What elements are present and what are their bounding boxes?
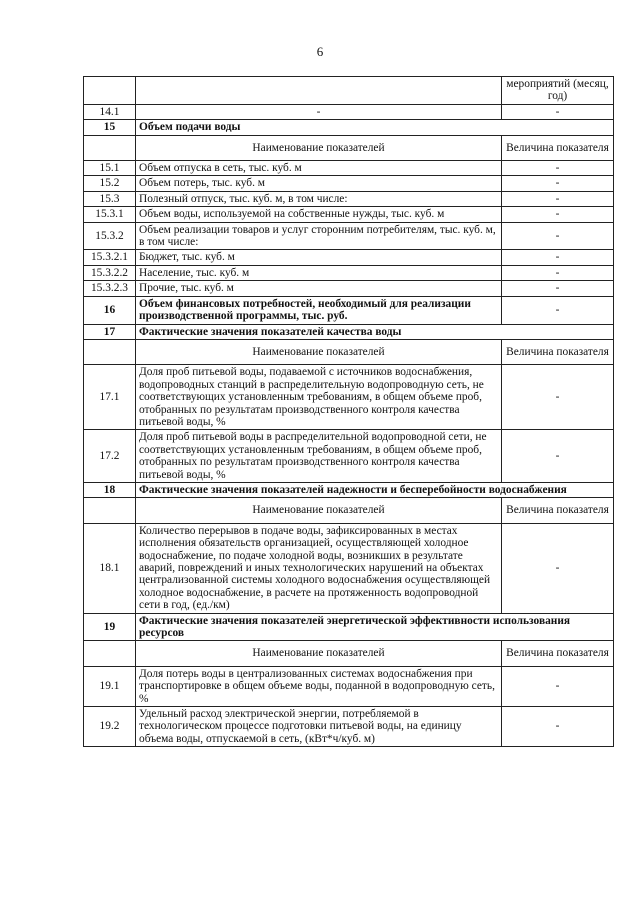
- indicator-name: Объем отпуска в сеть, тыс. куб. м: [136, 161, 502, 176]
- indicator-value: -: [502, 523, 614, 613]
- section-number: 17: [84, 324, 136, 339]
- table-row: [84, 250, 614, 265]
- table-row: [84, 613, 614, 641]
- indicator-name: Бюджет, тыс. куб. м: [136, 250, 502, 265]
- indicators-table: [83, 76, 614, 747]
- table-row: [84, 207, 614, 222]
- table-row: [84, 191, 614, 206]
- indicator-name: -: [136, 104, 502, 119]
- row-number: 15.1: [84, 161, 136, 176]
- indicator-name: Доля проб питьевой воды, подаваемой с источников водоснабжения, водопроводных станций в распределительную водопроводную сеть, не соответствующих установленным требованиям, в общем объеме проб, отобранных по результатам производственного контроля качества питьевой воды, %: [136, 365, 502, 430]
- row-number: 19.2: [84, 707, 136, 747]
- row-number: 18.1: [84, 523, 136, 613]
- indicator-value: -: [502, 176, 614, 191]
- column-header-value: Величина показателя: [502, 498, 614, 523]
- column-header-name: Наименование показателей: [136, 339, 502, 364]
- continued-header-value: мероприятий (месяц, год): [502, 77, 614, 105]
- indicator-name: Доля потерь воды в централизованных системах водоснабжения при транспортировке в общем объеме воды, поданной в водопроводную сеть, %: [136, 666, 502, 706]
- column-header-name: Наименование показателей: [136, 641, 502, 666]
- indicator-name: Удельный расход электрической энергии, потребляемой в технологическом процессе подготовки питьевой воды, на единицу объема воды, отпускаемой в сеть, (кВт*ч/куб. м): [136, 707, 502, 747]
- indicator-value: -: [502, 296, 614, 324]
- page-number: 6: [316, 44, 324, 59]
- indicator-value: -: [502, 707, 614, 747]
- section-number: 18: [84, 482, 136, 497]
- row-number: 15.3.2.1: [84, 250, 136, 265]
- table-row: [84, 365, 614, 430]
- row-number: 15.3: [84, 191, 136, 206]
- section-title: Фактические значения показателей надежности и бесперебойности водоснабжения: [136, 482, 614, 497]
- indicator-name: Объем воды, используемой на собственные нужды, тыс. куб. м: [136, 207, 502, 222]
- indicator-value: -: [502, 666, 614, 706]
- table-row: [84, 339, 614, 364]
- row-number: [84, 77, 136, 105]
- indicator-value: -: [502, 222, 614, 250]
- section-number: 15: [84, 120, 136, 135]
- table-row: [84, 430, 614, 483]
- table-row: [84, 135, 614, 160]
- row-number: 17.2: [84, 430, 136, 483]
- table-row: [84, 161, 614, 176]
- row-number: 15.3.2: [84, 222, 136, 250]
- header-number-cell: [84, 135, 136, 160]
- section-number: 16: [84, 296, 136, 324]
- table-row: [84, 666, 614, 706]
- row-number: 15.3.1: [84, 207, 136, 222]
- indicator-value: -: [502, 281, 614, 296]
- indicator-name: Прочие, тыс. куб. м: [136, 281, 502, 296]
- row-number: 14.1: [84, 104, 136, 119]
- section-number: 19: [84, 613, 136, 641]
- table-row: [84, 281, 614, 296]
- table-row: [84, 104, 614, 119]
- column-header-value: Величина показателя: [502, 339, 614, 364]
- row-number: 17.1: [84, 365, 136, 430]
- indicator-name: Полезный отпуск, тыс. куб. м, в том числе:: [136, 191, 502, 206]
- section-title: Объем финансовых потребностей, необходимый для реализации производственной программы, тыс. руб.: [136, 296, 502, 324]
- indicator-name: Население, тыс. куб. м: [136, 265, 502, 280]
- column-header-name: Наименование показателей: [136, 135, 502, 160]
- indicator-value: -: [502, 265, 614, 280]
- column-header-name: Наименование показателей: [136, 498, 502, 523]
- indicator-value: -: [502, 250, 614, 265]
- indicator-value: -: [502, 191, 614, 206]
- section-title: Фактические значения показателей качества воды: [136, 324, 614, 339]
- column-header-value: Величина показателя: [502, 135, 614, 160]
- column-header-value: Величина показателя: [502, 641, 614, 666]
- indicators-table-body: [84, 77, 614, 747]
- row-number: 19.1: [84, 666, 136, 706]
- table-row: [84, 324, 614, 339]
- table-row: [84, 120, 614, 135]
- indicator-name: Доля проб питьевой воды в распределительной водопроводной сети, не соответствующих установленным требованиям, в общем объеме проб, отобранных по результатам производственного контроля качества питьевой воды, %: [136, 430, 502, 483]
- header-number-cell: [84, 498, 136, 523]
- indicator-value: -: [502, 430, 614, 483]
- table-row: [84, 176, 614, 191]
- table-row: [84, 77, 614, 105]
- header-number-cell: [84, 339, 136, 364]
- indicator-value: -: [502, 104, 614, 119]
- indicator-name: Объем потерь, тыс. куб. м: [136, 176, 502, 191]
- indicator-value: -: [502, 207, 614, 222]
- table-row: [84, 222, 614, 250]
- table-row: [84, 707, 614, 747]
- section-title: Фактические значения показателей энергетической эффективности использования ресурсов: [136, 613, 614, 641]
- table-row: [84, 641, 614, 666]
- indicator-name: Количество перерывов в подаче воды, зафиксированных в местах исполнения обязательств организацией, осуществляющей холодное водоснабжение, по подаче холодной воды, возникших в результате аварий, повреждений и иных технологических нарушений на объектах централизованной системы холодного водоснабжения осуществляющей холодное водоснабжение, в расчете на протяженность водопроводной сети в год, (ед./км): [136, 523, 502, 613]
- table-row: [84, 482, 614, 497]
- header-number-cell: [84, 641, 136, 666]
- indicator-name: [136, 77, 502, 105]
- table-row: [84, 498, 614, 523]
- table-row: [84, 265, 614, 280]
- indicator-name: Объем реализации товаров и услуг сторонним потребителям, тыс. куб. м, в том числе:: [136, 222, 502, 250]
- indicator-value: -: [502, 365, 614, 430]
- table-row: [84, 523, 614, 613]
- row-number: 15.3.2.3: [84, 281, 136, 296]
- row-number: 15.2: [84, 176, 136, 191]
- indicator-value: -: [502, 161, 614, 176]
- table-row: [84, 296, 614, 324]
- row-number: 15.3.2.2: [84, 265, 136, 280]
- section-title: Объем подачи воды: [136, 120, 614, 135]
